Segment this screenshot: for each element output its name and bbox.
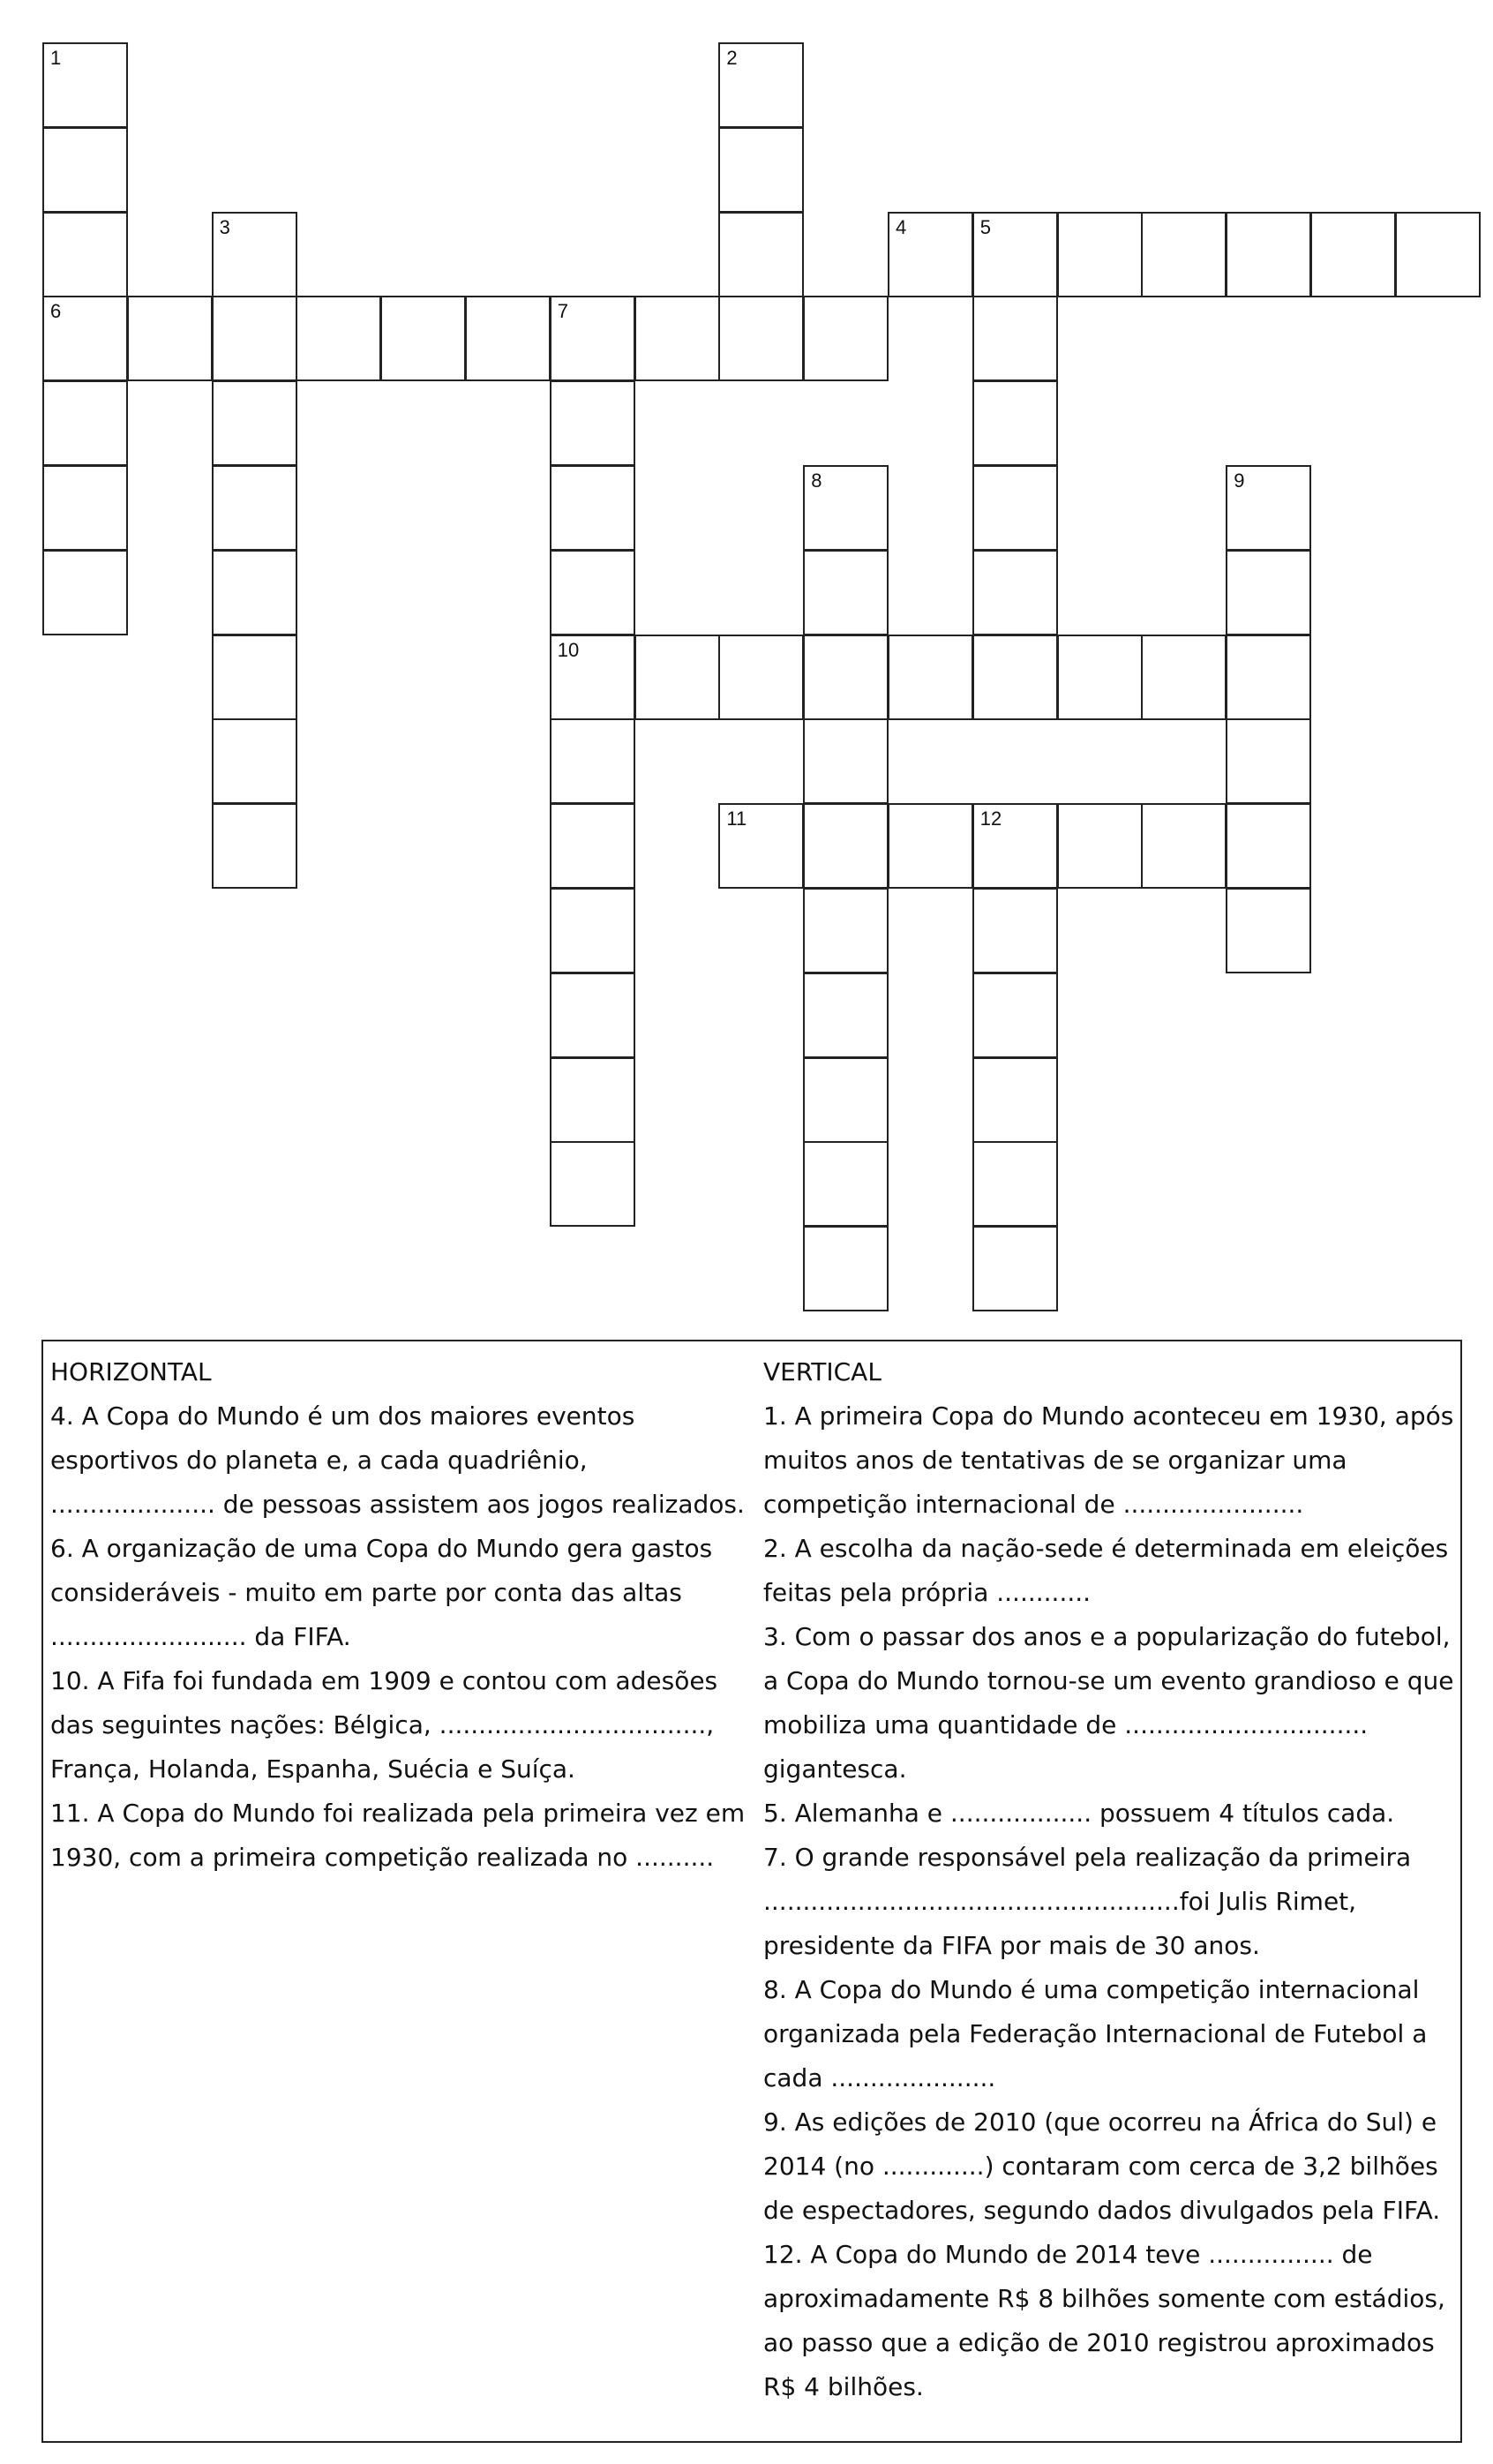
crossword-cell[interactable]: [972, 803, 1058, 889]
crossword-cell[interactable]: [212, 296, 297, 381]
crossword-cell[interactable]: [550, 380, 635, 466]
crossword-cell[interactable]: [803, 803, 889, 889]
crossword-cell[interactable]: [972, 888, 1058, 973]
crossword-cell[interactable]: [972, 465, 1058, 551]
crossword-cell[interactable]: [972, 973, 1058, 1058]
crossword-cell[interactable]: [888, 212, 973, 297]
crossword-cell[interactable]: [550, 1141, 635, 1227]
crossword-cell[interactable]: [550, 1057, 635, 1143]
clue-horizontal-6: 6. A organização de uma Copa do Mundo gera gastos consideráveis - muito em parte por conta das altas ......................... da FIFA.: [50, 1534, 713, 1651]
clue-horizontal-4: 4. A Copa do Mundo é um dos maiores eventos esportivos do planeta e, a cada quadriênio, ..................... de pessoas assistem aos jogos realizados.: [50, 1401, 745, 1519]
crossword-cell[interactable]: [42, 42, 128, 128]
crossword-cell[interactable]: [1141, 212, 1227, 297]
crossword-cell[interactable]: [212, 550, 297, 635]
clue-number: 12: [979, 808, 1002, 830]
crossword-cell[interactable]: [718, 42, 804, 128]
crossword-cell[interactable]: [212, 635, 297, 720]
clue-number: 7: [557, 300, 569, 323]
crossword-cell[interactable]: [1395, 212, 1481, 297]
crossword-cell[interactable]: [803, 635, 889, 720]
crossword-cell[interactable]: [803, 888, 889, 973]
clue-vertical-9: 9. As edições de 2010 (que ocorreu na África do Sul) e 2014 (no .............) contaram com cerca de 3,2 bilhões de espectadores, segundo dados divulgados pela FIFA.: [763, 2107, 1441, 2225]
clue-number: 8: [811, 470, 822, 492]
crossword-cell[interactable]: [1141, 635, 1227, 720]
crossword-cell[interactable]: [296, 296, 381, 381]
crossword-cell[interactable]: [972, 380, 1058, 466]
crossword-cell[interactable]: [550, 550, 635, 635]
vertical-title: VERTICAL: [763, 1357, 882, 1386]
crossword-cell[interactable]: [803, 1141, 889, 1227]
crossword-cell[interactable]: [42, 465, 128, 551]
clue-vertical-8: 8. A Copa do Mundo é uma competição internacional organizada pela Federação Internacional de Futebol a cada .....................: [763, 1975, 1428, 2092]
clue-number: 3: [219, 215, 230, 238]
crossword-cell[interactable]: [42, 212, 128, 297]
crossword-cell[interactable]: [550, 465, 635, 551]
crossword-cell[interactable]: [888, 635, 973, 720]
crossword-cell[interactable]: [634, 296, 720, 381]
horizontal-title: HORIZONTAL: [50, 1357, 212, 1386]
clue-number: 11: [726, 808, 747, 830]
crossword-cell[interactable]: [1226, 465, 1311, 551]
crossword-cell[interactable]: [42, 127, 128, 213]
crossword-cell[interactable]: [127, 296, 213, 381]
crossword-cell[interactable]: [42, 550, 128, 635]
clue-number: 6: [50, 300, 62, 323]
crossword-cell[interactable]: [803, 296, 889, 381]
crossword-cell[interactable]: [1057, 635, 1143, 720]
crossword-cell[interactable]: [718, 127, 804, 213]
clue-number: 5: [979, 215, 992, 238]
crossword-cell[interactable]: [380, 296, 466, 381]
clue-vertical-3: 3. Com o passar dos anos e a popularização do futebol, a Copa do Mundo tornou-se um evento grandioso e que mobiliza uma quantidade de ............................... gigantesca.: [763, 1622, 1454, 1784]
crossword-cell[interactable]: [1226, 212, 1311, 297]
crossword-cell[interactable]: [42, 380, 128, 466]
clue-number: 2: [726, 47, 738, 69]
clue-vertical-5: 5. Alemanha e .................. possuem 4 títulos cada.: [763, 1799, 1395, 1828]
clue-number: 10: [557, 638, 580, 661]
crossword-cell[interactable]: [972, 1226, 1058, 1311]
crossword-cell[interactable]: [1310, 212, 1396, 297]
crossword-cell[interactable]: [42, 296, 128, 381]
crossword-cell[interactable]: [718, 803, 804, 889]
clue-vertical-2: 2. A escolha da nação-sede é determinada em eleições feitas pela própria ............: [763, 1534, 1449, 1607]
crossword-cell[interactable]: [1226, 635, 1311, 720]
crossword-cell[interactable]: [550, 888, 635, 973]
crossword-cell[interactable]: [634, 635, 720, 720]
clue-vertical-12: 12. A Copa do Mundo de 2014 teve ................ de aproximadamente R$ 8 bilhões somente com estádios, ao passo que a edição de 2010 registrou aproximados R$ 4 bilhões.: [763, 2240, 1445, 2401]
clues-box: [41, 1340, 1462, 2443]
crossword-cell[interactable]: [803, 465, 889, 551]
crossword-cell[interactable]: [972, 635, 1058, 720]
crossword-cell[interactable]: [972, 1141, 1058, 1227]
crossword-cell[interactable]: [803, 1057, 889, 1143]
crossword-cell[interactable]: [972, 1057, 1058, 1143]
crossword-cell[interactable]: [972, 296, 1058, 381]
crossword-cell[interactable]: [550, 718, 635, 804]
crossword-cell[interactable]: [1226, 888, 1311, 973]
crossword-cell[interactable]: [212, 212, 297, 297]
crossword-cell[interactable]: [972, 550, 1058, 635]
crossword-cell[interactable]: [972, 212, 1058, 297]
crossword-cell[interactable]: [1226, 718, 1311, 804]
crossword-cell[interactable]: [212, 803, 297, 889]
clue-vertical-7: 7. O grande responsável pela realização da primeira .....................................................foi Julis Rimet, presidente da FIFA por mais de 30 anos.: [763, 1843, 1412, 1960]
crossword-cell[interactable]: [550, 296, 635, 381]
crossword-cell[interactable]: [718, 212, 804, 297]
crossword-cell[interactable]: [465, 296, 551, 381]
crossword-cell[interactable]: [212, 465, 297, 551]
crossword-cell[interactable]: [212, 380, 297, 466]
crossword-cell[interactable]: [718, 635, 804, 720]
crossword-cell[interactable]: [803, 550, 889, 635]
crossword-cell[interactable]: [550, 803, 635, 889]
crossword-cell[interactable]: [718, 296, 804, 381]
crossword-cell[interactable]: [803, 718, 889, 804]
crossword-cell[interactable]: [1057, 803, 1143, 889]
clue-horizontal-10: 10. A Fifa foi fundada em 1909 e contou com adesões das seguintes nações: Bélgica, .................................., França, Holanda, Espanha, Suécia e Suíça.: [50, 1666, 718, 1784]
clue-horizontal-11: 11. A Copa do Mundo foi realizada pela primeira vez em 1930, com a primeira competição realizada no ..........: [50, 1799, 746, 1872]
clue-number: 1: [50, 47, 62, 69]
clue-vertical-1: 1. A primeira Copa do Mundo aconteceu em 1930, após muitos anos de tentativas de se organizar uma competição internacional de .......................: [763, 1401, 1454, 1519]
clue-number: 4: [896, 215, 907, 238]
horizontal-clues: [50, 1350, 756, 1880]
crossword-cell[interactable]: [212, 718, 297, 804]
crossword-cell[interactable]: [550, 635, 635, 720]
crossword-cell[interactable]: [550, 973, 635, 1058]
crossword-cell[interactable]: [1226, 550, 1311, 635]
clue-number: 9: [1234, 470, 1245, 492]
vertical-clues: [763, 1350, 1460, 2409]
crossword-cell[interactable]: [1057, 212, 1143, 297]
crossword-cell[interactable]: [803, 1226, 889, 1311]
crossword-cell[interactable]: [1141, 803, 1227, 889]
crossword-cell[interactable]: [1226, 803, 1311, 889]
crossword-cell[interactable]: [888, 803, 973, 889]
crossword-cell[interactable]: [803, 973, 889, 1058]
